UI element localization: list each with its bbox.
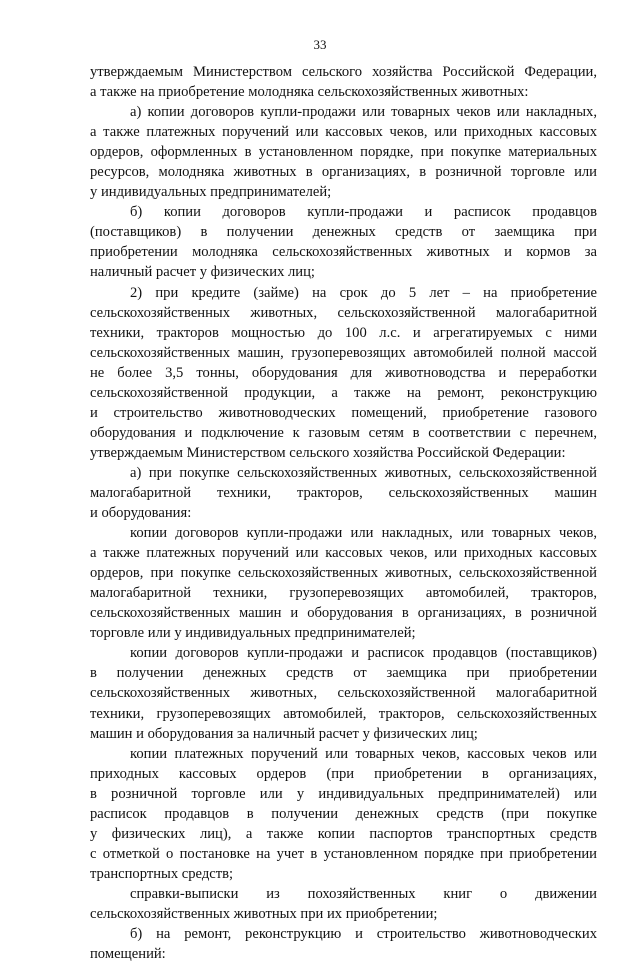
text-line: малогабаритной техники, грузоперевозящих автомобилей, тракторов, — [90, 585, 597, 602]
text-line: сельскохозяйственных животных при их приобретении; — [90, 905, 438, 922]
text-line: торговле или у индивидуальных предпринимателей; — [90, 625, 416, 642]
text-line: техники, тракторов мощностью до 100 л.с. и агрегатируемых с ними — [90, 324, 597, 341]
text-line: наличный расчет у физических лиц; — [90, 264, 315, 281]
text-line: а) при покупке сельскохозяйственных животных, сельскохозяйственной — [130, 464, 597, 481]
text-line: а также платежных поручений или кассовых чеков, или приходных кассовых — [90, 545, 597, 562]
text-line: сельскохозяйственных животных, сельскохозяйственной малогабаритной — [90, 304, 597, 321]
text-line: б) на ремонт, реконструкцию и строительство животноводческих — [130, 926, 597, 943]
text-line: ордеров, при покупке сельскохозяйственных животных, сельскохозяйственной — [90, 565, 597, 582]
text-line: приходных кассовых ордеров (при приобретении в организациях, — [90, 765, 597, 782]
text-line: копии договоров купли-продажи или накладных, или товарных чеков, — [130, 525, 597, 542]
text-line: копии платежных поручений или товарных чеков, кассовых чеков или — [130, 745, 597, 762]
text-line: в получении денежных средств от заемщика при приобретении — [90, 665, 597, 682]
text-line: сельскохозяйственных машин, грузоперевозящих автомобилей полной массой — [90, 344, 597, 361]
text-line: утверждаемым Министерством сельского хозяйства Российской Федерации: — [90, 444, 566, 461]
text-line: сельскохозяйственных машин и оборудования в организациях, в розничной — [90, 605, 597, 622]
text-line: ордеров, оформленных в установленном порядке, при покупке материальных — [90, 144, 597, 161]
text-line: б) копии договоров купли-продажи и расписок продавцов — [130, 204, 597, 221]
text-line: у физических лиц), а также копии паспортов транспортных средств — [90, 825, 597, 842]
text-line: и строительство животноводческих помещений, приобретение газового — [90, 404, 597, 421]
document-body — [90, 62, 597, 964]
text-line: и оборудования: — [90, 505, 192, 522]
text-line: а) копии договоров купли-продажи или товарных чеков или накладных, — [130, 104, 597, 121]
text-line: транспортных средств; — [90, 865, 234, 882]
text-line: ресурсов, молодняка животных в организациях, в розничной торговле или — [90, 164, 597, 181]
text-line: а также на приобретение молодняка сельскохозяйственных животных: — [90, 84, 529, 101]
text-line: приобретении молодняка сельскохозяйственных животных и кормов за — [90, 244, 597, 261]
text-line: не более 3,5 тонны, оборудования для животноводства и переработки — [90, 364, 597, 381]
text-line: копии договоров купли-продажи и расписок продавцов (поставщиков) — [130, 645, 597, 662]
text-line: с отметкой о постановке на учет в установленном порядке при приобретении — [90, 845, 597, 862]
text-line: сельскохозяйственной продукции, а также на ремонт, реконструкцию — [90, 384, 597, 401]
text-line: оборудования и подключение к газовым сетям в соответствии с перечнем, — [90, 424, 597, 441]
text-line: машин и оборудования за наличный расчет у физических лиц; — [90, 725, 478, 742]
text-line: а также платежных поручений или кассовых чеков, или приходных кассовых — [90, 124, 597, 141]
text-line: в розничной торговле или у индивидуальных предпринимателей) или — [90, 785, 597, 802]
text-line: техники, грузоперевозящих автомобилей, тракторов, сельскохозяйственных — [90, 705, 597, 722]
text-line: у индивидуальных предпринимателей; — [90, 184, 332, 201]
text-line: 2) при кредите (займе) на срок до 5 лет – на приобретение — [130, 284, 597, 301]
text-line: справки-выписки из похозяйственных книг о движении — [130, 885, 597, 902]
text-line: малогабаритной техники, тракторов, сельскохозяйственных машин — [90, 484, 597, 501]
text-line: сельскохозяйственных животных, сельскохозяйственной малогабаритной — [90, 685, 597, 702]
text-line: (поставщиков) в получении денежных средств от заемщика при — [90, 224, 597, 241]
text-line: помещений: — [90, 946, 166, 963]
text-line: утверждаемым Министерством сельского хозяйства Российской Федерации, — [90, 64, 597, 80]
text-line: расписок продавцов в получении денежных средств (при покупке — [90, 805, 597, 822]
page-number: 33 — [313, 37, 327, 52]
